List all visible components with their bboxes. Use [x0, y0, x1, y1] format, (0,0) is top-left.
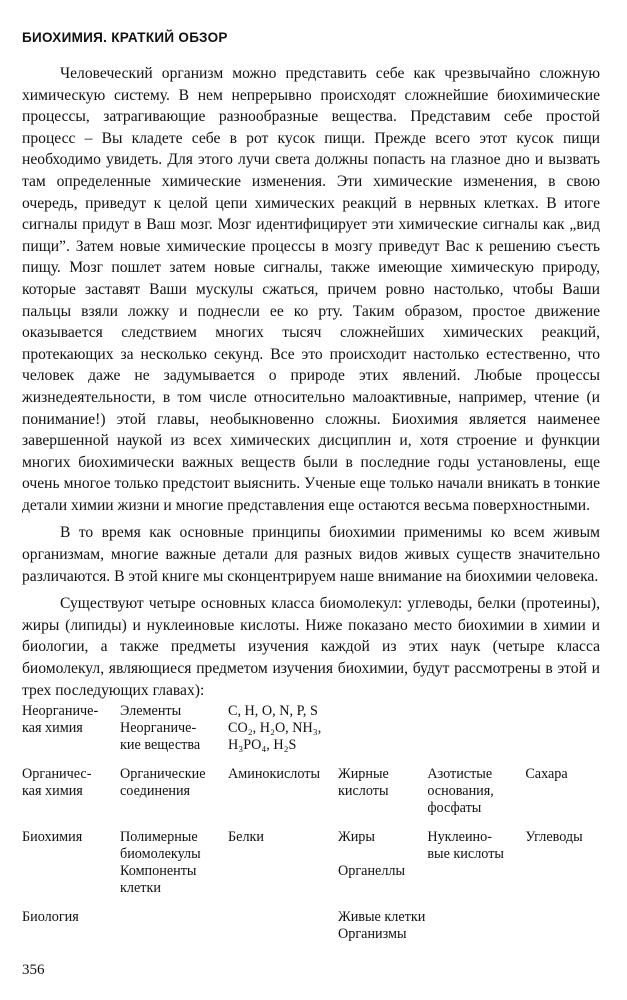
cell-text-line: Компоненты: [120, 863, 197, 880]
table-cell: [120, 829, 228, 909]
table-cell: [525, 829, 600, 909]
page-number: 356: [22, 962, 45, 978]
paragraph-1: Человеческий организм можно представить себе как чрезвычайно сложную химическую систему. В нем непрерывно происходят сложнейшие биохимические процессы, затрагивающие разнообразные вещества. Представим себе простой процесс – Вы кладете себе в рот кусок пищи. Прежде всего этот кусок пищи необходимо увидеть. Для этого лучи света должны попасть на глазное дно и вызвать там определенные химические изменения. Эти химические изменения, в свою очередь, приведут к целой цепи химических реакций в нервных клетках. В итоге сигналы придут в Ваш мозг. Мозг идентифицирует эти химические сигналы как „вид пищи”. Затем новые химические процессы в мозгу приведут Вас к решению съесть пищу. Мозг пошлет затем новые сигналы, также имеющие химическую природу, которые заставят Ваши мускулы сжаться, причем ровно настолько, чтобы Ваши пальцы взяли ложку и поднесли ее ко рту. Таким образом, простое движение оказывается следствием многих тысяч сложнейших химических реакций, протекающих за несколько секунд. Все это происходит настолько естественно, что человек даже не задумывается о природе этих явлений. Любые процессы жизнедеятельности, в том числе относительно малоактивные, например, чтение (и понимание!) этой главы, необыкновенно сложны. Биохимия является наименее завершенной наукой из всех химических дисциплин и, хотя строение и функции многих биохимически важных веществ были в последние годы установлены, еще очень многое только предстоит выяснить. Ученые еще только начали вникать в тонкие детали химии жизни и многие представления еще остаются весьма поверхностными.: [22, 65, 600, 514]
table-cell: [120, 703, 228, 766]
cell-text-line: кая химия: [22, 720, 83, 737]
cell-text-line: Углеводы: [525, 829, 583, 846]
table-cell: [22, 766, 120, 829]
table-row: [22, 703, 600, 766]
cell-text-line: соединения: [120, 783, 191, 800]
table-cell: [427, 909, 525, 955]
cell-text-line: Белки: [228, 829, 265, 846]
table-row: [22, 766, 600, 829]
table-cell: [228, 829, 338, 909]
cell-text-line: вые кислоты: [427, 846, 504, 863]
cell-text-line: кислоты: [338, 783, 389, 800]
table-cell: [525, 766, 600, 829]
cell-text-line: CO₂, H₂O, NH₃,: [228, 720, 322, 737]
cell-text-line: Органические: [120, 766, 206, 783]
page-content: [22, 30, 600, 955]
cell-text-line: Элементы: [120, 703, 182, 720]
table-cell: [427, 829, 525, 909]
cell-text-line: Полимерные: [120, 829, 198, 846]
paragraph-2: В то время как основные принципы биохимии применимы ко всем живым организмам, многие важные детали для разных видов живых существ значительно различаются. В этой книге мы сконцентрируем наше внимание на биохимии человека.: [22, 524, 600, 585]
cell-text-line: клетки: [120, 880, 161, 897]
table-cell: [427, 766, 525, 829]
cell-text-line: кая химия: [22, 783, 83, 800]
cell-text-line: фосфаты: [427, 800, 482, 817]
cell-text-line: основания,: [427, 783, 494, 800]
cell-text-line: Неорганиче-: [22, 703, 99, 720]
table-row: [22, 829, 600, 909]
cell-text-line: Нуклеино-: [427, 829, 492, 846]
cell-text-line: кие вещества: [120, 737, 201, 754]
cell-text-line: Неорганиче-: [120, 720, 197, 737]
cell-text-line: Биология: [22, 909, 79, 926]
table-cell: [120, 909, 228, 955]
table-cell: [228, 909, 338, 955]
section-heading: БИОХИМИЯ. КРАТКИЙ ОБЗОР: [22, 30, 228, 45]
table-cell: [338, 909, 427, 955]
table-cell: [120, 766, 228, 829]
cell-text-line: Жиры: [338, 829, 375, 846]
cell-text-line: Жирные: [338, 766, 389, 783]
cell-text-line: H₃PO₄, H₂S: [228, 737, 297, 754]
cell-text-line: Организмы: [338, 926, 407, 943]
cell-text-line: биомолекулы: [120, 846, 201, 863]
table-cell: [338, 829, 427, 909]
cell-text-line: Биохимия: [22, 829, 83, 846]
table-cell: [525, 703, 600, 766]
table-cell: [228, 766, 338, 829]
table-cell: [22, 829, 120, 909]
table-cell: [22, 703, 120, 766]
table-row: [22, 909, 600, 955]
paragraph-3: Существуют четыре основных класса биомолекул: углеводы, белки (протеины), жиры (липиды) и нуклеиновые кислоты. Ниже показано место биохимии в химии и биологии, а также предметы изучения каждой из этих наук (четыре класса биомолекул, являющиеся предметом изучения биохимии, будут рассмотрены в этой и трех последующих главах):: [22, 595, 600, 699]
cell-text-line: Сахара: [525, 766, 568, 783]
cell-text-line: Органичес-: [22, 766, 92, 783]
table-cell: [525, 909, 600, 955]
science-classification-table: [22, 703, 600, 955]
table-cell: [427, 703, 525, 766]
table-cell: [338, 703, 427, 766]
table-cell: [228, 703, 338, 766]
cell-text-line: Живые клетки: [338, 909, 426, 926]
table-cell: [22, 909, 120, 955]
cell-text-line: Органеллы: [338, 863, 406, 880]
cell-text-line: Аминокислоты: [228, 766, 321, 783]
table-cell: [338, 766, 427, 829]
cell-text-line: Азотистые: [427, 766, 493, 783]
cell-text-line: [338, 846, 425, 863]
cell-text-line: C, H, O, N, P, S: [228, 703, 318, 720]
